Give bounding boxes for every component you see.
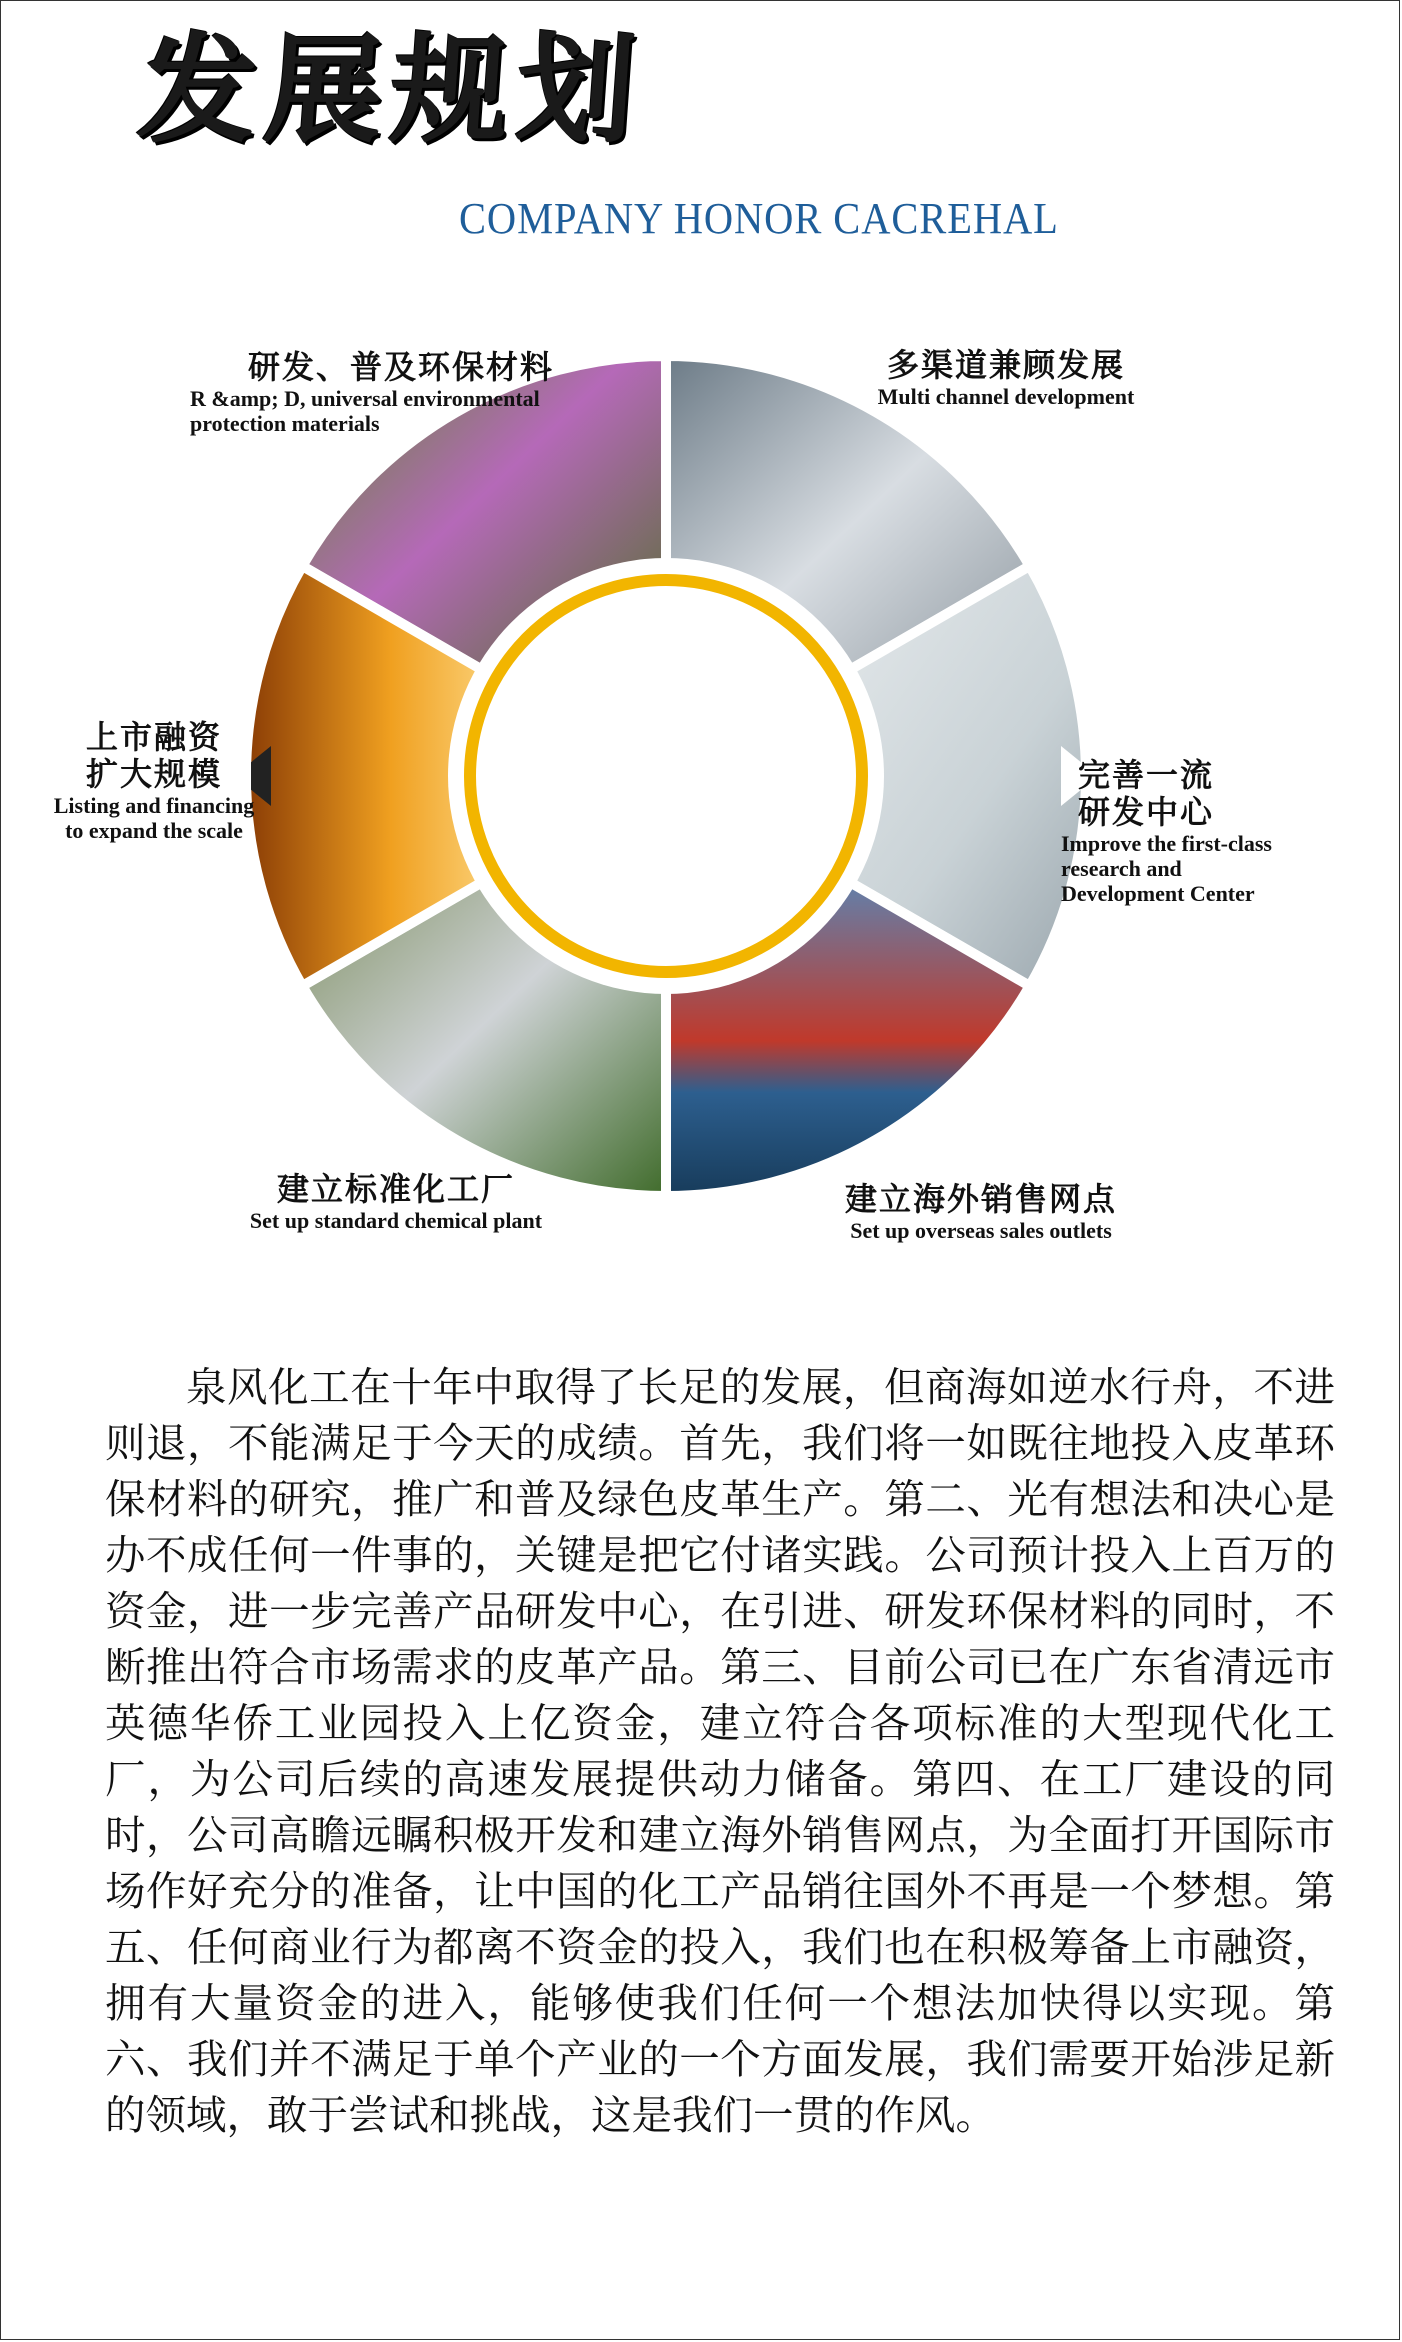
label-plant-en: Set up standard chemical plant: [249, 1207, 543, 1233]
label-listing-cn-1: 上市融资: [85, 718, 222, 756]
label-lab-cn-2: 研发中心: [1077, 792, 1214, 831]
label-rd: [186, 349, 616, 436]
label-rd-cn: 研发、普及环保材料: [247, 348, 554, 386]
label-listing-en-2: to expand the scale: [65, 817, 243, 843]
label-multi-cn: 多渠道兼顾发展: [886, 346, 1125, 384]
label-sales: [781, 1181, 1181, 1243]
label-plant: [201, 1171, 591, 1233]
label-lab-cn-1: 完善一流: [1077, 756, 1214, 794]
label-lab-en-2: research and: [1061, 855, 1182, 881]
label-listing: [19, 719, 289, 843]
label-listing-cn-2: 扩大规模: [85, 754, 222, 793]
center-ring: [470, 580, 862, 972]
label-plant-cn: 建立标准化工厂: [276, 1170, 515, 1208]
page-title: 发展规划: [134, 21, 648, 159]
label-lab: [1061, 757, 1361, 906]
label-lab-en-1: Improve the first-class: [1061, 830, 1272, 856]
development-plan-paragraph: 泉风化工在十年中取得了长足的发展，但商海如逆水行舟，不进则退，不能满足于今天的成绩。首先，我们将一如既往地投入皮革环保材料的研究，推广和普及绿色皮革生产。第二、光有想法和决心是办不成任何一件事的，关键是把它付诸实践。公司预计投入上百万的资金，进一步完善产品研发中心，在引进、研发环保材料的同时，不断推出符合市场需求的皮革产品。第三、目前公司已在广东省清远市英德华侨工业园投入上亿资金，建立符合各项标准的大型现代化工厂，为公司后续的高速发展提供动力储备。第四、在工厂建设的同时，公司高瞻远瞩积极开发和建立海外销售网点，为全面打开国际市场作好充分的准备，让中国的化工产品销往国外不再是一个梦想。第五、任何商业行为都离不资金的投入，我们也在积极筹备上市融资，拥有大量资金的进入，能够使我们任何一个想法加快得以实现。第六、我们并不满足于单个产业的一个方面发展，我们需要开始涉足新的领域，敢于尝试和挑战，这是我们一贯的作风。: [105, 1363, 1335, 2139]
page-subtitle: COMPANY HONOR CACREHAL: [459, 194, 1059, 243]
label-listing-en-1: Listing and financing: [53, 792, 255, 818]
label-multi-en: Multi channel development: [877, 383, 1135, 409]
label-sales-en: Set up overseas sales outlets: [850, 1217, 1112, 1243]
label-sales-cn: 建立海外销售网点: [844, 1180, 1117, 1218]
development-wheel: [251, 361, 1081, 1191]
label-rd-en: R &amp; D, universal environmental protection materials: [190, 385, 540, 437]
label-lab-en-3: Development Center: [1061, 881, 1255, 907]
label-multi: [801, 347, 1211, 409]
